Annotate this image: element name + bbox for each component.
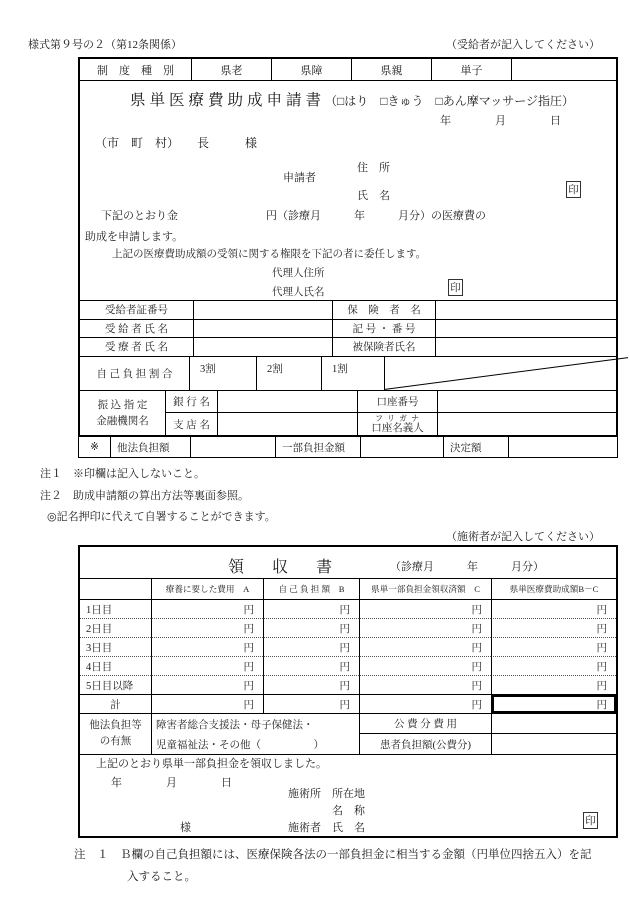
other-law-line-1: 障害者総合支援法・母子保健法・ xyxy=(156,720,314,731)
burden-20pct: 2割 xyxy=(257,357,322,390)
received-statement: 上記のとおり県単一部負担金を領収しました。 xyxy=(96,758,327,770)
burden-diagonal-cell xyxy=(385,357,616,390)
bank-name-label: 銀 行 名 xyxy=(166,391,218,413)
bank-transfer-label xyxy=(80,391,166,436)
bottom-note-1: 注 １ Ｂ欄の自己負担額には、医療保険各法の一部負担金に相当する金額（円単位四捨五入）を記 xyxy=(74,849,592,861)
subsidy-bc-cell: 円 xyxy=(491,638,616,657)
subsidy-bc-cell: 円 xyxy=(491,619,616,638)
received-c-cell: 円 xyxy=(359,619,491,638)
system-type-tanshi: 単子 xyxy=(432,59,512,80)
day-label: 3日目 xyxy=(80,638,151,657)
receipt-row-day4 xyxy=(80,657,616,676)
agent-address-label: 代理人住所 xyxy=(272,268,325,279)
day-label: 1日目 xyxy=(80,600,151,619)
symbol-number-label: 記 号 ・ 番 号 xyxy=(333,320,436,338)
office-name-label: 名 称 xyxy=(332,805,365,817)
account-holder-label xyxy=(358,413,438,436)
day-label: 2日目 xyxy=(80,619,151,638)
agent-seal-box xyxy=(448,279,463,296)
receipt-header-bc: 県単医療費助成額B－C xyxy=(491,579,616,599)
public-expense-value xyxy=(491,714,616,734)
receipt-header-row xyxy=(80,579,616,600)
addressee: （市 町 村） 長 様 xyxy=(95,136,258,150)
burden-b-cell: 円 xyxy=(263,619,359,638)
system-type-kensho: 県障 xyxy=(272,59,352,80)
received-c-cell: 円 xyxy=(359,600,491,619)
patient-name-label: 受 療 者 氏 名 xyxy=(80,338,194,356)
system-type-kenshin: 県親 xyxy=(352,59,432,80)
receipt-row-day3 xyxy=(80,638,616,657)
patient-burden-value xyxy=(491,734,616,754)
self-burden-label: 自 己 負 担 割 合 xyxy=(80,357,190,390)
receipt-row-day5plus xyxy=(80,676,616,695)
burden-b-cell: 円 xyxy=(263,638,359,657)
decided-amount-label: 決定額 xyxy=(444,437,509,457)
receipt-header-b: 自 己 負 担 額 B xyxy=(263,579,359,599)
applicant-name-label: 氏 名 xyxy=(357,190,390,202)
other-law-label-1: 他法負担等 xyxy=(89,720,142,732)
system-type-row xyxy=(80,59,616,81)
receipt-header-c: 県単一部負担金領収済額 C xyxy=(359,579,491,599)
received-c-cell: 円 xyxy=(359,676,491,695)
receipt-form xyxy=(78,545,618,838)
receipt-row-day2 xyxy=(80,619,616,638)
partial-burden-value xyxy=(361,437,444,457)
other-law-lines xyxy=(151,714,359,754)
sama-label: 様 xyxy=(180,822,191,834)
total-label: 計 xyxy=(80,695,151,714)
other-law-line-2: 児童福祉法・その他（ ） xyxy=(156,740,324,752)
patient-name-value xyxy=(194,338,333,356)
subsidy-bc-cell: 円 xyxy=(491,676,616,695)
day-label: 5日目以降 xyxy=(80,676,151,695)
cost-a-total: 円 xyxy=(151,695,263,714)
account-number-label: 口座番号 xyxy=(358,391,438,413)
patient-burden-label: 患者負担額(公費分) xyxy=(359,734,491,754)
seal-icon: 印 xyxy=(585,816,596,827)
practitioner-note: （施術者が記入してください） xyxy=(446,531,600,543)
cost-a-cell: 円 xyxy=(151,657,263,676)
amount-line2: 助成を申請します。 xyxy=(85,231,184,243)
form-number: 様式第９号の２（第12条関係） xyxy=(28,39,182,51)
subsidy-bc-total: 円 xyxy=(491,695,616,714)
bottom-note-2: 入すること。 xyxy=(127,871,196,883)
account-holder-value xyxy=(438,413,616,436)
receipt-title: 領 収 書 xyxy=(228,559,339,576)
seal-icon: 印 xyxy=(568,185,579,196)
partial-burden-label: 一部負担金額 xyxy=(276,437,361,457)
holder-label: 口座名義人 xyxy=(371,423,424,435)
receipt-header-blank xyxy=(80,579,151,599)
applicant-label: 申請者 xyxy=(283,172,316,184)
receipt-date-line: 年 月 日 xyxy=(111,777,232,789)
application-title-line xyxy=(130,88,574,110)
other-law-amount-value xyxy=(191,437,276,457)
recipient-name-label: 受 給 者 氏 名 xyxy=(80,320,194,338)
cost-a-cell: 円 xyxy=(151,676,263,695)
insured-name-value xyxy=(436,338,616,356)
bank-transfer-label-2: 金融機関名 xyxy=(96,415,149,427)
practitioner-name-label: 施術者 氏 名 xyxy=(288,822,365,834)
receipt-row-day1 xyxy=(80,600,616,619)
seal-icon: 印 xyxy=(450,283,461,294)
other-law-section xyxy=(80,714,616,755)
branch-name-value xyxy=(218,413,358,436)
symbol-number-value xyxy=(436,320,616,338)
insured-name-label: 被保険者氏名 xyxy=(333,338,436,356)
branch-name-label: 支 店 名 xyxy=(166,413,218,436)
received-c-total: 円 xyxy=(359,695,491,714)
bank-transfer-section xyxy=(80,390,616,435)
note-3: ◎記名押印に代えて自署することができます。 xyxy=(47,511,276,523)
system-type-label: 制 度 種 別 xyxy=(80,59,192,80)
info-row-2 xyxy=(80,319,616,338)
insurer-name-label: 保 険 者 名 xyxy=(333,301,436,319)
recipient-cert-number-value xyxy=(194,301,333,319)
agent-name-label: 代理人氏名 xyxy=(272,287,325,298)
cost-a-cell: 円 xyxy=(151,638,263,657)
applicant-address-label: 住 所 xyxy=(357,162,390,174)
subsidy-bc-cell: 円 xyxy=(491,600,616,619)
recipient-name-value xyxy=(194,320,333,338)
other-law-label-2: の有無 xyxy=(99,736,132,747)
bank-transfer-label-1: 振 込 指 定 xyxy=(97,400,148,412)
cost-a-cell: 円 xyxy=(151,600,263,619)
receipt-row-total xyxy=(80,695,616,714)
burden-30pct: 3割 xyxy=(190,357,257,390)
office-use-mark: ※ xyxy=(79,437,111,457)
system-type-kenro: 県老 xyxy=(192,59,272,80)
application-title-options: （□はり □きゅう □あん摩マッサージ指圧） xyxy=(325,94,575,108)
info-row-3 xyxy=(80,337,616,356)
diagonal-line xyxy=(385,357,628,390)
application-title: 県単医療費助成申請書 xyxy=(130,92,326,109)
self-burden-row xyxy=(80,356,616,390)
recipient-note: （受給者が記入してください） xyxy=(446,39,600,51)
received-c-cell: 円 xyxy=(359,657,491,676)
public-expense-label: 公 費 分 費 用 xyxy=(359,714,491,734)
insurer-name-value xyxy=(436,301,616,319)
burden-b-cell: 円 xyxy=(263,676,359,695)
account-number-value xyxy=(438,391,616,413)
bank-name-value xyxy=(218,391,358,413)
application-form xyxy=(78,57,618,437)
burden-b-cell: 円 xyxy=(263,600,359,619)
amount-line: 下記のとおり金 円（診療月 年 月分）の医療費の xyxy=(101,210,486,222)
burden-b-total: 円 xyxy=(263,695,359,714)
day-label: 4日目 xyxy=(80,657,151,676)
burden-10pct: 1割 xyxy=(322,357,385,390)
delegation-line: 上記の医療費助成額の受領に関する権限を下記の者に委任します。 xyxy=(112,249,427,260)
office-use-row xyxy=(78,437,618,458)
subsidy-bc-cell: 円 xyxy=(491,657,616,676)
furigana-label: フ リ ガ ナ xyxy=(375,413,420,423)
receipt-header-a: 療養に要した費用 A xyxy=(151,579,263,599)
receipt-title-row xyxy=(80,547,616,579)
office-location-label: 施術所 所在地 xyxy=(288,788,365,800)
applicant-seal-box xyxy=(566,181,581,198)
note-2: 注２ 助成申請額の算出方法等裏面参照。 xyxy=(40,490,249,502)
recipient-cert-number-label: 受給者証番号 xyxy=(80,301,194,319)
other-law-label xyxy=(80,714,151,754)
decided-amount-value xyxy=(509,437,617,457)
recipient-info-table xyxy=(80,300,616,356)
burden-b-cell: 円 xyxy=(263,657,359,676)
practitioner-seal-box xyxy=(583,812,598,829)
receipt-period: （診療月 年 月分） xyxy=(390,561,544,573)
system-type-blank xyxy=(512,59,616,80)
cost-a-cell: 円 xyxy=(151,619,263,638)
note-1: 注１ ※印欄は記入しないこと。 xyxy=(40,468,205,480)
received-c-cell: 円 xyxy=(359,638,491,657)
other-law-amount-label: 他法負担額 xyxy=(111,437,191,457)
application-date-line: 年 月 日 xyxy=(440,115,561,127)
info-row-1 xyxy=(80,300,616,319)
